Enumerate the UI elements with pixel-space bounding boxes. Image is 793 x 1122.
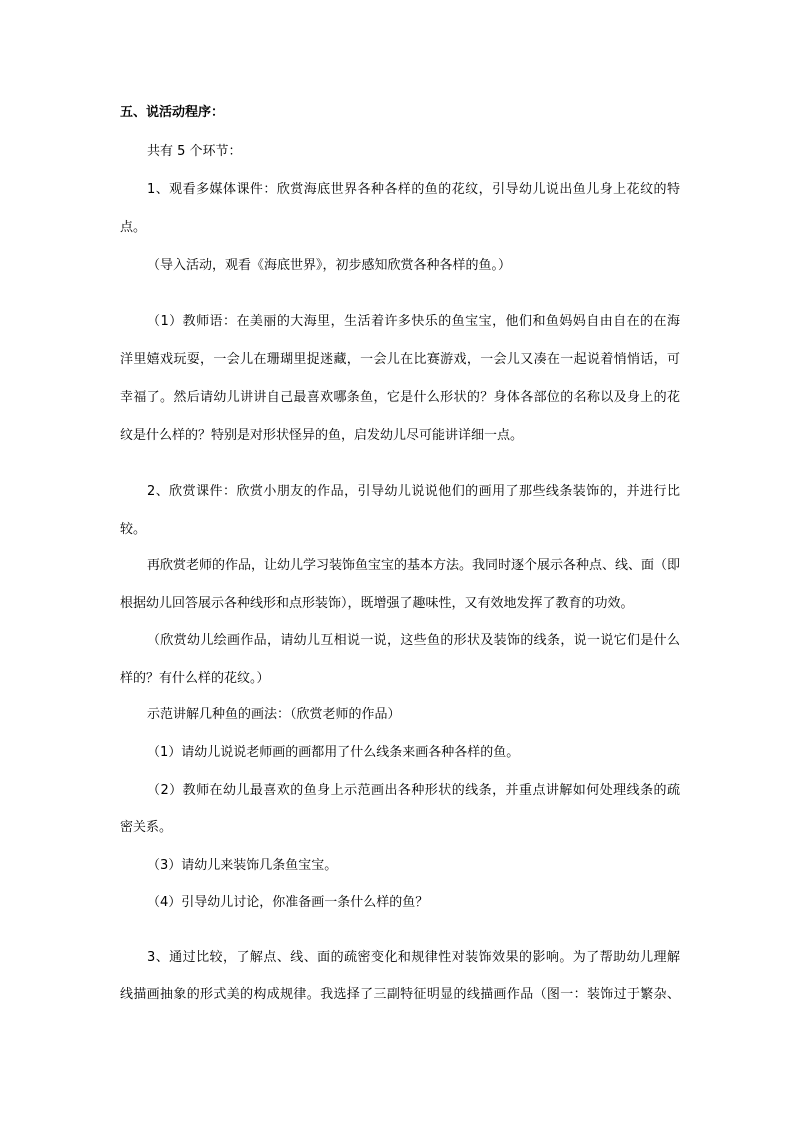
step1-sub1-line4: 纹是什么样的？特别是对形状怪异的鱼，启发幼儿尽可能讲详细一点。 [120, 428, 524, 443]
step2-item4: （4）引导幼儿讨论，你准备画一条什么样的鱼？ [147, 895, 429, 910]
step2-item2-line2: 密关系。 [120, 820, 173, 835]
step2-line1: 2、欣赏课件：欣赏小朋友的作品，引导幼儿说说他们的画用了那些线条装饰的，并进行比 [147, 484, 680, 499]
step1-sub1-line1: （1）教师语：在美丽的大海里，生活着许多快乐的鱼宝宝，他们和鱼妈妈自由自在的在海 [147, 314, 680, 329]
step2-item3: （3）请幼儿来装饰几条鱼宝宝。 [147, 858, 338, 873]
step1-line2: 点。 [120, 220, 147, 235]
step2-line2: 较。 [120, 522, 147, 537]
step2-note-line2: 样的？有什么样的花纹。） [120, 671, 270, 686]
step2-note-line1: （欣赏幼儿绘画作品，请幼儿互相说一说，这些鱼的形状及装饰的线条，说一说它们是什么 [147, 633, 680, 648]
intro-text: 共有 5 个环节： [147, 144, 242, 159]
step1-note: （导入活动，观看《海底世界》，初步感知欣赏各种各样的鱼。） [147, 258, 512, 273]
step2-p2-line1: 再欣赏老师的作品，让幼儿学习装饰鱼宝宝的基本方法。我同时逐个展示各种点、线、面（即 [147, 558, 680, 573]
step3-line2: 线描画抽象的形式美的构成规律。我选择了三副特征明显的线描画作品（图一：装饰过于繁杂、 [120, 987, 680, 1002]
step2-item1: （1）请幼儿说说老师画的画都用了什么线条来画各种各样的鱼。 [147, 745, 520, 760]
step3-line1: 3、通过比较，了解点、线、面的疏密变化和规律性对装饰效果的影响。为了帮助幼儿理解 [147, 950, 680, 965]
step1-sub1-line3: 幸福了。然后请幼儿讲讲自己最喜欢哪条鱼，它是什么形状的？身体各部位的名称以及身上的花 [120, 390, 680, 405]
section-heading: 五、说活动程序： [120, 105, 225, 120]
step1-sub1-line2: 洋里嬉戏玩耍，一会儿在珊瑚里捉迷藏，一会儿在比赛游戏，一会儿又凑在一起说着悄悄话，可 [120, 352, 680, 367]
step2-demo: 示范讲解几种鱼的画法：（欣赏老师的作品） [147, 707, 401, 722]
step2-item2-line1: （2）教师在幼儿最喜欢的鱼身上示范画出各种形状的线条，并重点讲解如何处理线条的疏 [147, 783, 680, 798]
step1-line1: 1、观看多媒体课件：欣赏海底世界各种各样的鱼的花纹，引导幼儿说出鱼儿身上花纹的特 [147, 182, 680, 197]
step2-p2-line2: 根据幼儿回答展示各种线形和点形装饰），既增强了趣味性，又有效地发挥了教育的功效。 [120, 596, 634, 611]
